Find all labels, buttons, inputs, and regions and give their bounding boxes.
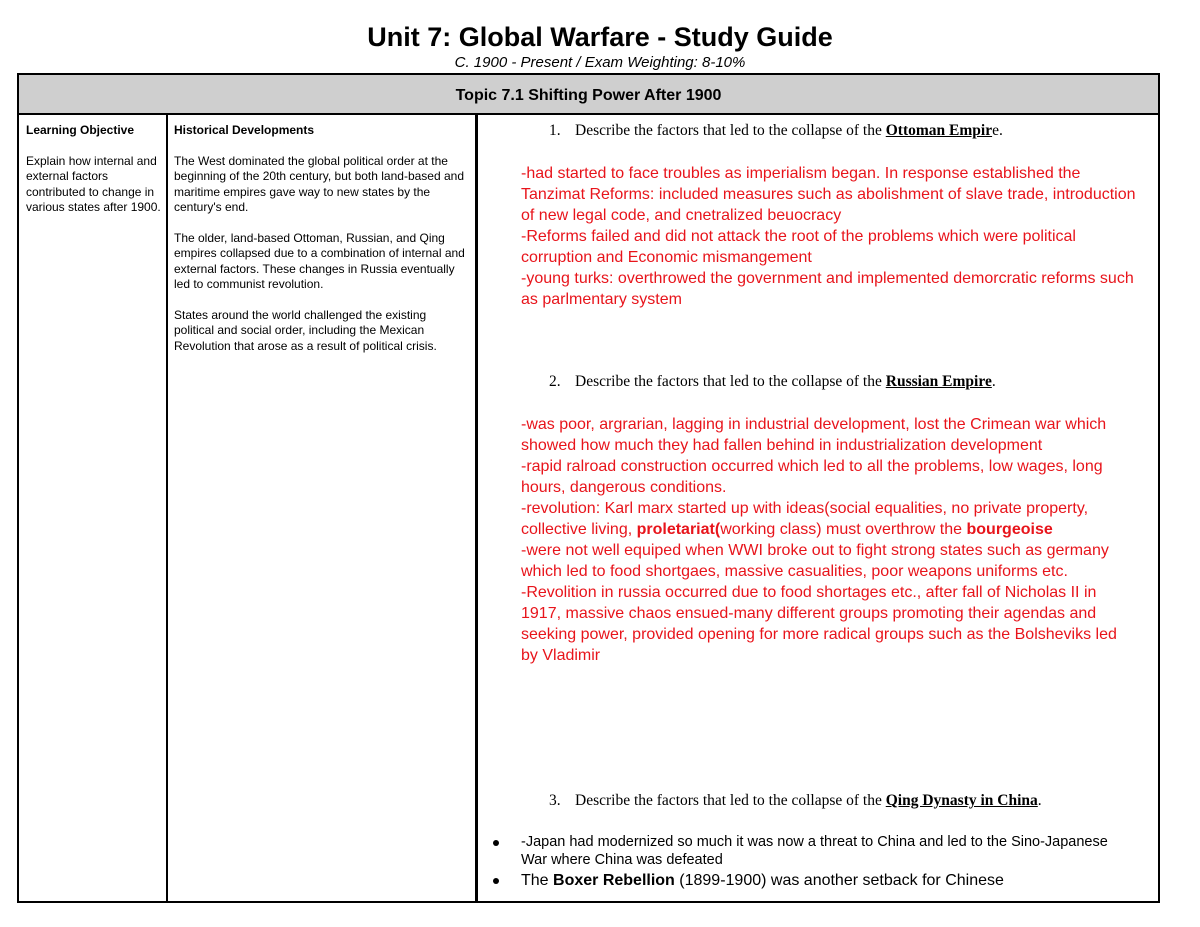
answer-2 bbox=[521, 414, 1136, 666]
answer-text: -Japan had modernized so much it was now a threat to China and led to the Sino-Japanese War where China was defeated bbox=[521, 834, 1108, 868]
question-suffix: . bbox=[1037, 792, 1042, 809]
answer-line bbox=[521, 498, 1136, 540]
page-title: Unit 7: Global Warfare - Study Guide bbox=[367, 22, 833, 52]
development-paragraph: The West dominated the global political order at the beginning of the 20th century, but both land-based and maritime empires gave way to new states by the century's end. bbox=[174, 153, 464, 214]
answer-line: -young turks: overthrowed the government and implemented demorcratic reforms such as parlmentary system bbox=[521, 270, 1134, 308]
answer-bold-term: proletariat( bbox=[636, 521, 721, 538]
question-number: 1. bbox=[549, 122, 561, 139]
question-2 bbox=[549, 372, 996, 392]
historical-developments-heading: Historical Developments bbox=[174, 123, 315, 137]
answer-text: (1899-1900) was another setback for Chinese bbox=[674, 872, 1004, 889]
bullet-icon bbox=[493, 840, 499, 846]
answer-bold-term: bourgeoise bbox=[966, 521, 1053, 538]
question-prefix: Describe the factors that led to the collapse of the bbox=[575, 122, 886, 139]
learning-objective-column bbox=[26, 123, 161, 216]
question-suffix: . bbox=[991, 373, 996, 390]
answer-bold-term: Boxer Rebellion bbox=[553, 872, 675, 889]
question-subject: Qing Dynasty in China bbox=[885, 792, 1038, 809]
column-divider bbox=[166, 115, 168, 901]
answer-line: -Reforms failed and did not attack the root of the problems which were political corruption and Economic mismangement bbox=[521, 228, 1076, 266]
list-item bbox=[492, 833, 1132, 869]
historical-developments-column bbox=[174, 123, 468, 369]
bullet-icon bbox=[493, 878, 499, 884]
question-prefix: Describe the factors that led to the collapse of the bbox=[575, 373, 886, 390]
question-number: 2. bbox=[549, 373, 561, 390]
answer-line: -rapid ralroad construction occurred which led to all the problems, low wages, long hours, dangerous conditions. bbox=[521, 458, 1103, 496]
question-subject: Russian Empire bbox=[885, 373, 992, 390]
answer-line: -had started to face troubles as imperialism began. In response established the Tanzimat Reforms: included measures such as abolishment of slave trade, introduction of new legal code, and cnetralized beuocracy bbox=[521, 165, 1136, 224]
answer-line: -Revolition in russia occurred due to food shortages etc., after fall of Nicholas II in 1917, massive chaos ensued-many different groups promoting their agendas and seeking power, provided opening for more radical groups such as the Bolsheviks led by Vladimir bbox=[521, 584, 1117, 664]
question-1 bbox=[549, 121, 1003, 141]
development-paragraph: States around the world challenged the existing political and social order, including the Mexican Revolution that arose as a result of political crisis. bbox=[174, 307, 437, 353]
answer-3-list bbox=[492, 833, 1132, 893]
answer-line: -were not well equiped when WWI broke out to fight strong states such as germany which led to food shortgaes, massive casualities, poor weapons uniforms etc. bbox=[521, 542, 1109, 580]
list-item bbox=[492, 871, 1132, 891]
question-number: 3. bbox=[549, 792, 561, 809]
topic-header: Topic 7.1 Shifting Power After 1900 bbox=[19, 75, 1158, 115]
learning-objective-text: Explain how internal and external factors contributed to change in various states after 1900. bbox=[26, 153, 161, 214]
development-paragraph: The older, land-based Ottoman, Russian, and Qing empires collapsed due to a combination of internal and external factors. These changes in Russia eventually led to communist revolution. bbox=[174, 230, 465, 291]
answer-line: -was poor, argrarian, lagging in industrial development, lost the Crimean war which showed how much they had fallen behind in industrialization development bbox=[521, 416, 1107, 454]
answer-text: The bbox=[521, 872, 554, 889]
learning-objective-heading: Learning Objective bbox=[26, 123, 135, 137]
question-suffix: e. bbox=[992, 122, 1003, 139]
answer-text: working class) must overthrow the bbox=[720, 521, 967, 538]
question-3 bbox=[549, 791, 1042, 811]
column-divider bbox=[475, 115, 478, 901]
page-subtitle: C. 1900 - Present / Exam Weighting: 8-10% bbox=[454, 54, 746, 71]
answer-text: -revolution: Karl marx started up with ideas(social equalities, no private property, collective living, bbox=[521, 500, 1089, 538]
question-prefix: Describe the factors that led to the collapse of the bbox=[575, 792, 886, 809]
question-subject: Ottoman Empir bbox=[885, 122, 993, 139]
answer-1 bbox=[521, 163, 1136, 310]
